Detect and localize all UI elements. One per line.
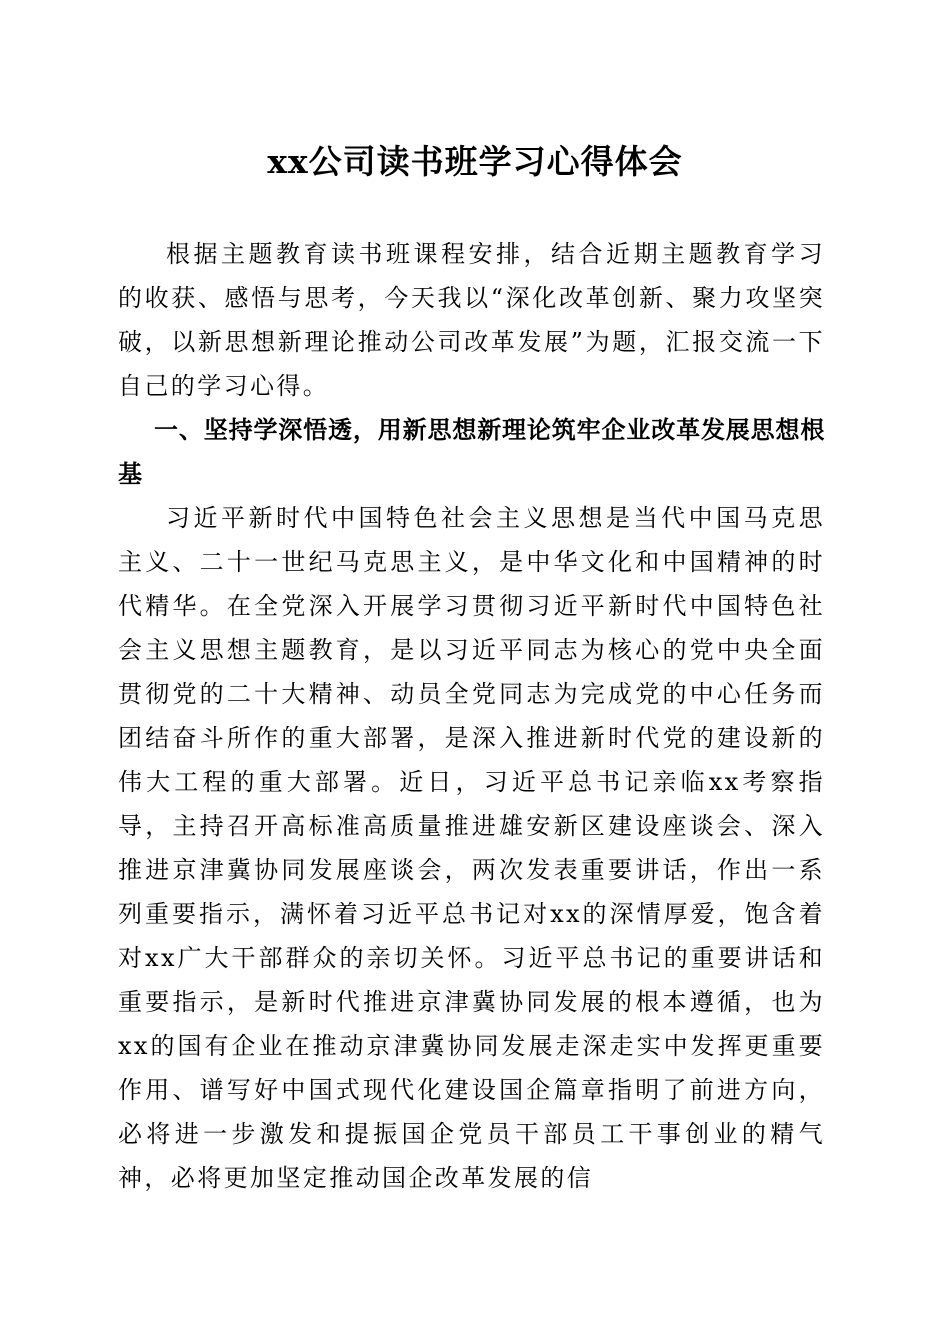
intro-paragraph: 根据主题教育读书班课程安排，结合近期主题教育学习的收获、感悟与思考，今天我以“深化改革创新、聚力攻坚突破，以新思想新理论推动公司改革发展”为题，汇报交流一下自己的学习心得。 [118,240,825,400]
document-title: xx公司读书班学习心得体会 [267,142,683,181]
section-1-paragraph: 习近平新时代中国特色社会主义思想是当代中国马克思主义、二十一世纪马克思主义，是中华文化和中国精神的时代精华。在全党深入开展学习贯彻习近平新时代中国特色社会主义思想主题教育，是以习近平同志为核心的党中央全面贯彻党的二十大精神、动员全党同志为完成党的中心任务而团结奋斗所作的重大部署，是深入推进新时代党的建设新的伟大工程的重大部署。近日，习近平总书记亲临xx考察指导，主持召开高标准高质量推进雄安新区建设座谈会、深入推进京津冀协同发展座谈会，两次发表重要讲话，作出一系列重要指示，满怀着习近平总书记对xx的深情厚爱，饱含着对xx广大干部群众的亲切关怀。习近平总书记的重要讲话和重要指示，是新时代推进京津冀协同发展的根本遵循，也为xx的国有企业在推动京津冀协同发展走深走实中发挥更重要作用、谱写好中国式现代化建设国企篇章指明了前进方向，必将进一步激发和提振国企党员干部员工干事创业的精气神，必将更加坚定推动国企改革发展的信 [118,504,825,1192]
section-heading-1: 一、坚持学深悟透，用新思想新理论筑牢企业改革发展思想根基 [118,416,825,488]
document-body [118,232,825,1200]
